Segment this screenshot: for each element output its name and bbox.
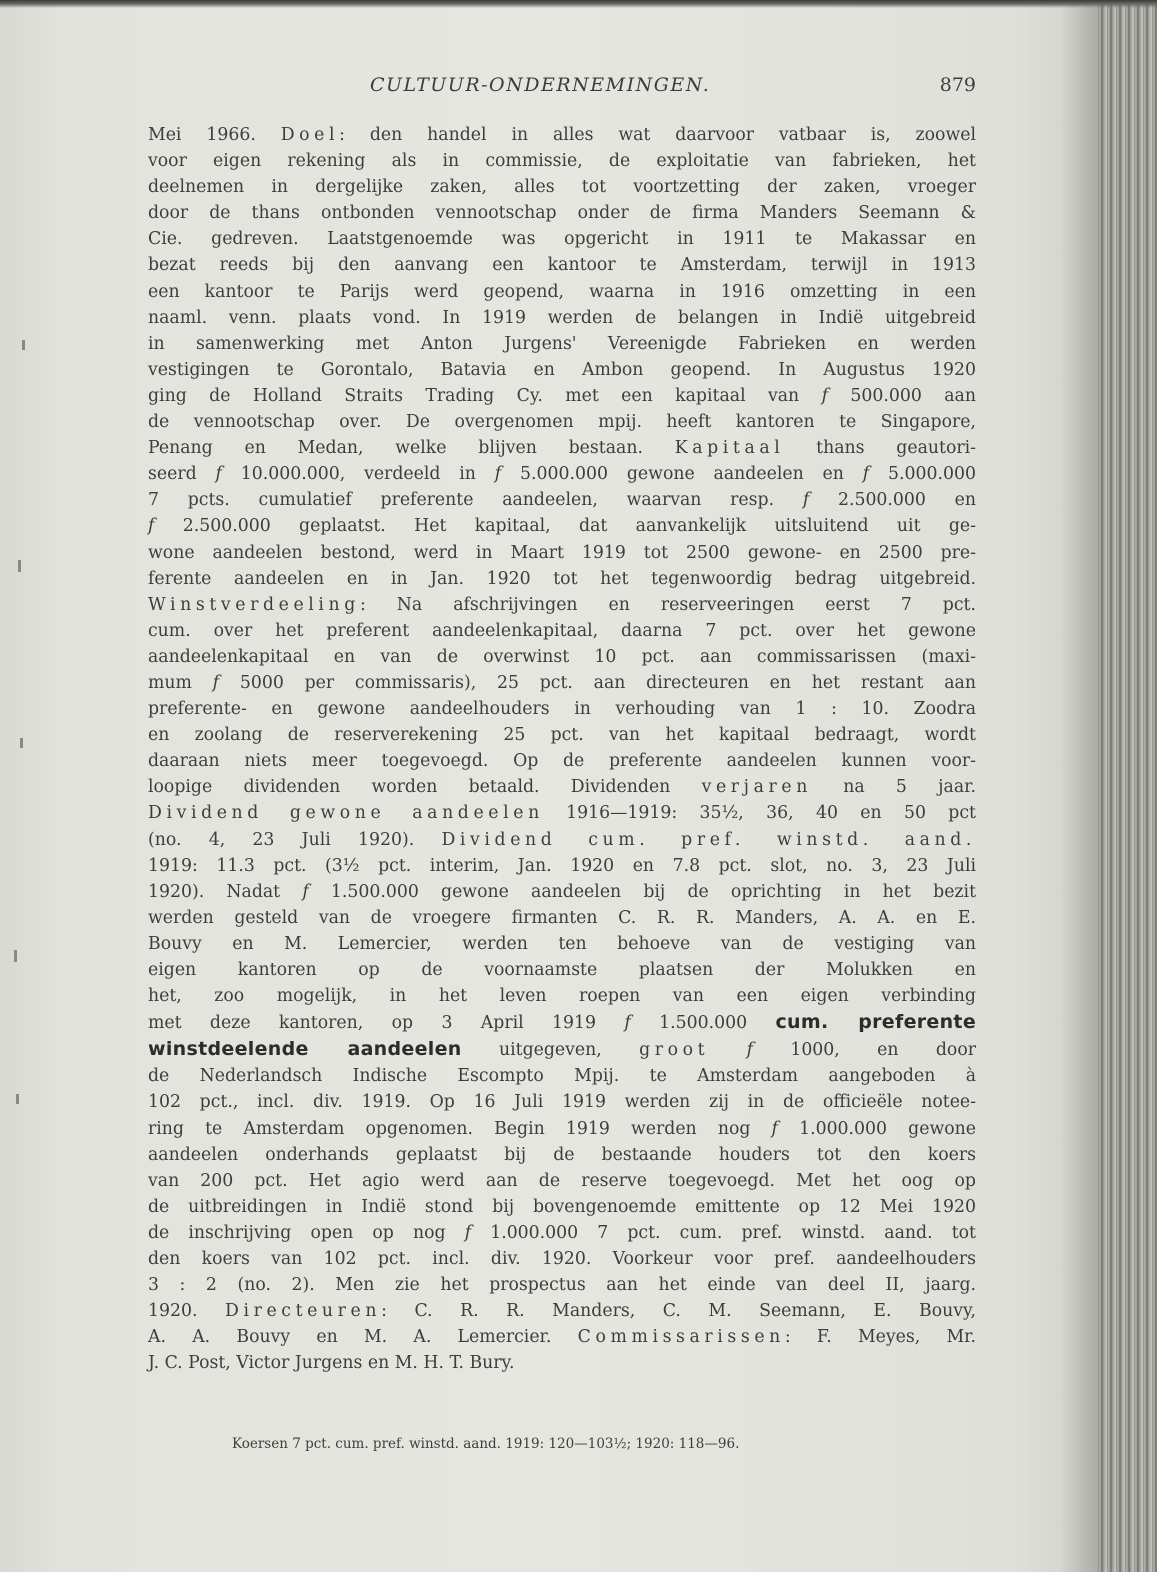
spaced-heading: Winstverdeeling bbox=[148, 594, 360, 615]
text-line bbox=[148, 252, 976, 278]
text-line bbox=[148, 983, 976, 1009]
text-line bbox=[148, 279, 976, 305]
text-run: vestigingen te Gorontalo, Batavia en Ambon geopend. In Augustus 1920 bbox=[148, 359, 976, 380]
text-line bbox=[148, 540, 976, 566]
florin-sign: f bbox=[464, 1222, 472, 1243]
text-line bbox=[148, 957, 976, 983]
text-run: : C. R. R. Manders, C. M. Seemann, E. Bouvy, bbox=[381, 1301, 976, 1322]
footnote: Koersen 7 pct. cum. pref. winstd. aand. 1919: 120—103½; 1920: 118—96. bbox=[232, 1436, 740, 1452]
text-line bbox=[148, 670, 976, 696]
text-line bbox=[148, 1194, 976, 1220]
spaced-heading: Dividend gewone aandeelen bbox=[148, 803, 544, 824]
text-line bbox=[148, 774, 976, 800]
text-line bbox=[148, 592, 976, 618]
text-run: seerd bbox=[148, 464, 216, 485]
text-run: de uitbreidingen in Indië stond bij bovengenoemde emittente op 12 Mei 1920 bbox=[148, 1196, 976, 1217]
text-line bbox=[148, 1036, 976, 1063]
text-line bbox=[148, 357, 976, 383]
text-run: 2.500.000 geplaatst. Het kapitaal, dat aanvankelijk uitsluitend uit ge- bbox=[154, 516, 976, 537]
text-run: ging de Holland Straits Trading Cy. met een kapitaal van bbox=[148, 385, 822, 406]
margin-mark bbox=[22, 340, 25, 350]
margin-mark bbox=[14, 950, 17, 962]
florin-sign: f bbox=[148, 516, 155, 537]
text-run: A. A. Bouvy en M. A. Lemercier. bbox=[148, 1327, 578, 1348]
text-line bbox=[148, 748, 976, 774]
body-text bbox=[148, 122, 976, 1377]
florin-sign: f bbox=[771, 1118, 778, 1139]
text-run: aandeelen onderhands geplaatst bij de bestaande houders tot den koers bbox=[148, 1144, 976, 1165]
margin-mark bbox=[20, 738, 23, 748]
spaced-heading: Doel bbox=[280, 125, 340, 145]
florin-sign: f bbox=[821, 385, 828, 406]
text-line bbox=[148, 879, 976, 905]
text-line bbox=[148, 487, 976, 513]
text-line bbox=[148, 1298, 976, 1324]
text-run: wone aandeelen bestond, werd in Maart 1919 tot 2500 gewone- en 2500 pre- bbox=[148, 542, 976, 563]
text-line bbox=[148, 1272, 976, 1298]
spaced-heading: verjaren bbox=[701, 777, 812, 798]
text-run: : F. Meyes, Mr. bbox=[784, 1327, 976, 1348]
text-line bbox=[148, 226, 976, 252]
text-line bbox=[148, 905, 976, 931]
text-run: 1919: 11.3 pct. (3½ pct. interim, Jan. 1920 en 7.8 pct. slot, no. 3, 23 Juli bbox=[148, 855, 976, 876]
text-run: na 5 jaar. bbox=[811, 777, 976, 798]
text-run: de Nederlandsch Indische Escompto Mpij. te Amsterdam aangeboden à bbox=[148, 1066, 976, 1087]
text-run: 1.500.000 bbox=[630, 1013, 776, 1034]
spaced-heading: Dividend cum. pref. winstd. aand. bbox=[441, 829, 976, 850]
text-run: preferente- en gewone aandeelhouders in verhouding van 1 : 10. Zoodra bbox=[148, 699, 976, 720]
text-line bbox=[148, 1220, 976, 1246]
text-run: van 200 pct. Het agio werd aan de reserve toegevoegd. Met het oog op bbox=[148, 1170, 976, 1191]
text-line bbox=[148, 644, 976, 670]
text-run: de vennootschap over. De overgenomen mpij. heeft kantoren te Singapore, bbox=[148, 412, 976, 433]
text-run: uitgegeven, bbox=[461, 1040, 640, 1061]
text-line bbox=[148, 305, 976, 331]
text-run: (no. 4, 23 Juli 1920). bbox=[148, 829, 442, 850]
text-line bbox=[148, 435, 976, 461]
text-run: den koers van 102 pct. incl. div. 1920. Voorkeur voor pref. aandeelhouders bbox=[148, 1249, 976, 1270]
text-run: loopige dividenden worden betaald. Dividenden bbox=[148, 777, 702, 798]
text-run: 500.000 aan bbox=[828, 385, 976, 406]
text-line bbox=[148, 1116, 976, 1142]
text-run: ring te Amsterdam opgenomen. Begin 1919 werden nog bbox=[148, 1118, 772, 1139]
text-run: de inschrijving open op nog bbox=[148, 1222, 465, 1243]
text-line bbox=[148, 148, 976, 174]
text-line bbox=[148, 1089, 976, 1115]
text-line bbox=[148, 1324, 976, 1350]
text-run bbox=[709, 1040, 746, 1060]
text-line bbox=[148, 383, 976, 409]
text-line bbox=[148, 853, 976, 879]
text-line bbox=[148, 696, 976, 722]
florin-sign: f bbox=[494, 464, 502, 485]
florin-sign: f bbox=[212, 672, 220, 693]
text-run: : den handel in alles wat daarvoor vatbaar is, zoowel bbox=[339, 125, 976, 145]
text-run: mum bbox=[148, 672, 213, 693]
text-run: 1920). Nadat bbox=[148, 881, 303, 902]
text-run: ferente aandeelen en in Jan. 1920 tot het tegenwoordig bedrag uitgebreid. bbox=[148, 568, 976, 589]
text-run: en zoolang de reserverekening 25 pct. van het kapitaal bedraagt, wordt bbox=[148, 725, 976, 746]
text-run: deelnemen in dergelijke zaken, alles tot voortzetting der zaken, vroeger bbox=[148, 177, 976, 198]
text-line bbox=[148, 122, 976, 148]
florin-sign: f bbox=[215, 464, 222, 485]
text-run: Penang en Medan, welke blijven bestaan. bbox=[148, 438, 675, 459]
text-line bbox=[148, 827, 976, 853]
text-run: 1000, en door bbox=[752, 1040, 976, 1061]
top-edge bbox=[0, 0, 1157, 8]
text-line bbox=[148, 1063, 976, 1089]
text-line bbox=[148, 1350, 976, 1376]
florin-sign: f bbox=[746, 1040, 753, 1061]
spaced-heading: Directeuren bbox=[225, 1301, 382, 1322]
running-title: CULTUUR-ONDERNEMINGEN. bbox=[370, 74, 711, 96]
text-run: 102 pct., incl. div. 1919. Op 16 Juli 1919 werden zij in de officieële notee- bbox=[148, 1092, 976, 1113]
margin-mark bbox=[18, 560, 21, 572]
spaced-heading: groot bbox=[639, 1040, 710, 1061]
bold-phrase: winstdeelende aandeelen bbox=[148, 1038, 462, 1061]
text-line bbox=[148, 174, 976, 200]
text-run: een kantoor te Parijs werd geopend, waarna in 1916 omzetting in een bbox=[148, 281, 976, 302]
text-line bbox=[148, 722, 976, 748]
text-run: 1920. bbox=[148, 1301, 226, 1322]
text-run: 5000 per commissaris), 25 pct. aan directeuren en het restant aan bbox=[219, 672, 976, 693]
text-line bbox=[148, 513, 976, 539]
text-run: met deze kantoren, op 3 April 1919 bbox=[148, 1013, 625, 1034]
text-run: voor eigen rekening als in commissie, de exploitatie van fabrieken, het bbox=[148, 151, 976, 172]
text-run: 5.000.000 gewone aandeelen en bbox=[501, 464, 863, 485]
florin-sign: f bbox=[802, 490, 810, 511]
text-line bbox=[148, 618, 976, 644]
text-run: : Na afschrijvingen en reserveeringen eerst 7 pct. bbox=[359, 594, 976, 615]
text-line bbox=[148, 409, 976, 435]
text-run: door de thans ontbonden vennootschap onder de firma Manders Seemann & bbox=[148, 203, 976, 224]
text-run: werden gesteld van de vroegere firmanten C. R. R. Manders, A. A. en E. bbox=[148, 907, 976, 928]
florin-sign: f bbox=[624, 1013, 631, 1034]
text-run: J. C. Post, Victor Jurgens en M. H. T. Bury. bbox=[148, 1353, 515, 1374]
text-line bbox=[148, 331, 976, 357]
text-line bbox=[148, 800, 976, 826]
margin-mark bbox=[16, 1094, 19, 1104]
text-run: aandeelenkapitaal en van de overwinst 10 pct. aan commissarissen (maxi- bbox=[148, 646, 976, 667]
text-run: bezat reeds bij den aanvang een kantoor te Amsterdam, terwijl in 1913 bbox=[148, 255, 976, 276]
text-run: 1.000.000 7 pct. cum. pref. winstd. aand. tot bbox=[471, 1222, 977, 1243]
text-run: 10.000.000, verdeeld in bbox=[221, 464, 495, 485]
text-run: 1916—1919: 35½, 36, 40 en 50 pct bbox=[543, 803, 976, 824]
text-line bbox=[148, 461, 976, 487]
text-line bbox=[148, 200, 976, 226]
text-line bbox=[148, 1142, 976, 1168]
text-run: naaml. venn. plaats vond. In 1919 werden de belangen in Indië uitgebreid bbox=[148, 307, 976, 328]
page-header bbox=[148, 74, 976, 104]
text-run: eigen kantoren op de voornaamste plaatsen der Molukken en bbox=[148, 960, 976, 980]
text-run: het, zoo mogelijk, in het leven roepen van een eigen verbinding bbox=[148, 986, 976, 1007]
book-spine bbox=[1098, 0, 1157, 1572]
text-line bbox=[148, 566, 976, 592]
text-run: daaraan niets meer toegevoegd. Op de preferente aandeelen kunnen voor- bbox=[148, 751, 976, 772]
spaced-heading: Commissarissen bbox=[577, 1327, 785, 1348]
text-line bbox=[148, 1009, 976, 1036]
text-run: Bouvy en M. Lemercier, werden ten behoeve van de vestiging van bbox=[148, 933, 976, 954]
page-number: 879 bbox=[939, 74, 976, 96]
text-line bbox=[148, 1246, 976, 1272]
text-line bbox=[148, 931, 976, 957]
bold-phrase: cum. preferente bbox=[775, 1011, 977, 1034]
text-run: cum. over het preferent aandeelenkapitaal, daarna 7 pct. over het gewone bbox=[148, 620, 976, 641]
text-run: Mei 1966. bbox=[148, 125, 281, 145]
text-run: Cie. gedreven. Laatstgenoemde was opgericht in 1911 te Makassar en bbox=[148, 229, 976, 250]
text-run: 7 pcts. cumulatief preferente aandeelen, waarvan resp. bbox=[148, 490, 803, 511]
text-line bbox=[148, 1168, 976, 1194]
text-run: 1.500.000 gewone aandeelen bij de oprichting in het bezit bbox=[308, 881, 977, 902]
text-run: in samenwerking met Anton Jurgens' Vereenigde Fabrieken en werden bbox=[148, 333, 976, 354]
spaced-heading: Kapitaal bbox=[674, 438, 785, 459]
text-run: 1.000.000 gewone bbox=[777, 1118, 977, 1139]
text-run: thans geautori- bbox=[784, 438, 977, 459]
text-run: 3 : 2 (no. 2). Men zie het prospectus aan het einde van deel II, jaarg. bbox=[148, 1275, 976, 1296]
text-run: 2.500.000 en bbox=[809, 490, 976, 511]
text-run: 5.000.000 bbox=[869, 464, 976, 485]
florin-sign: f bbox=[302, 881, 309, 902]
florin-sign: f bbox=[862, 464, 870, 485]
gutter-shadow bbox=[1060, 0, 1100, 1572]
